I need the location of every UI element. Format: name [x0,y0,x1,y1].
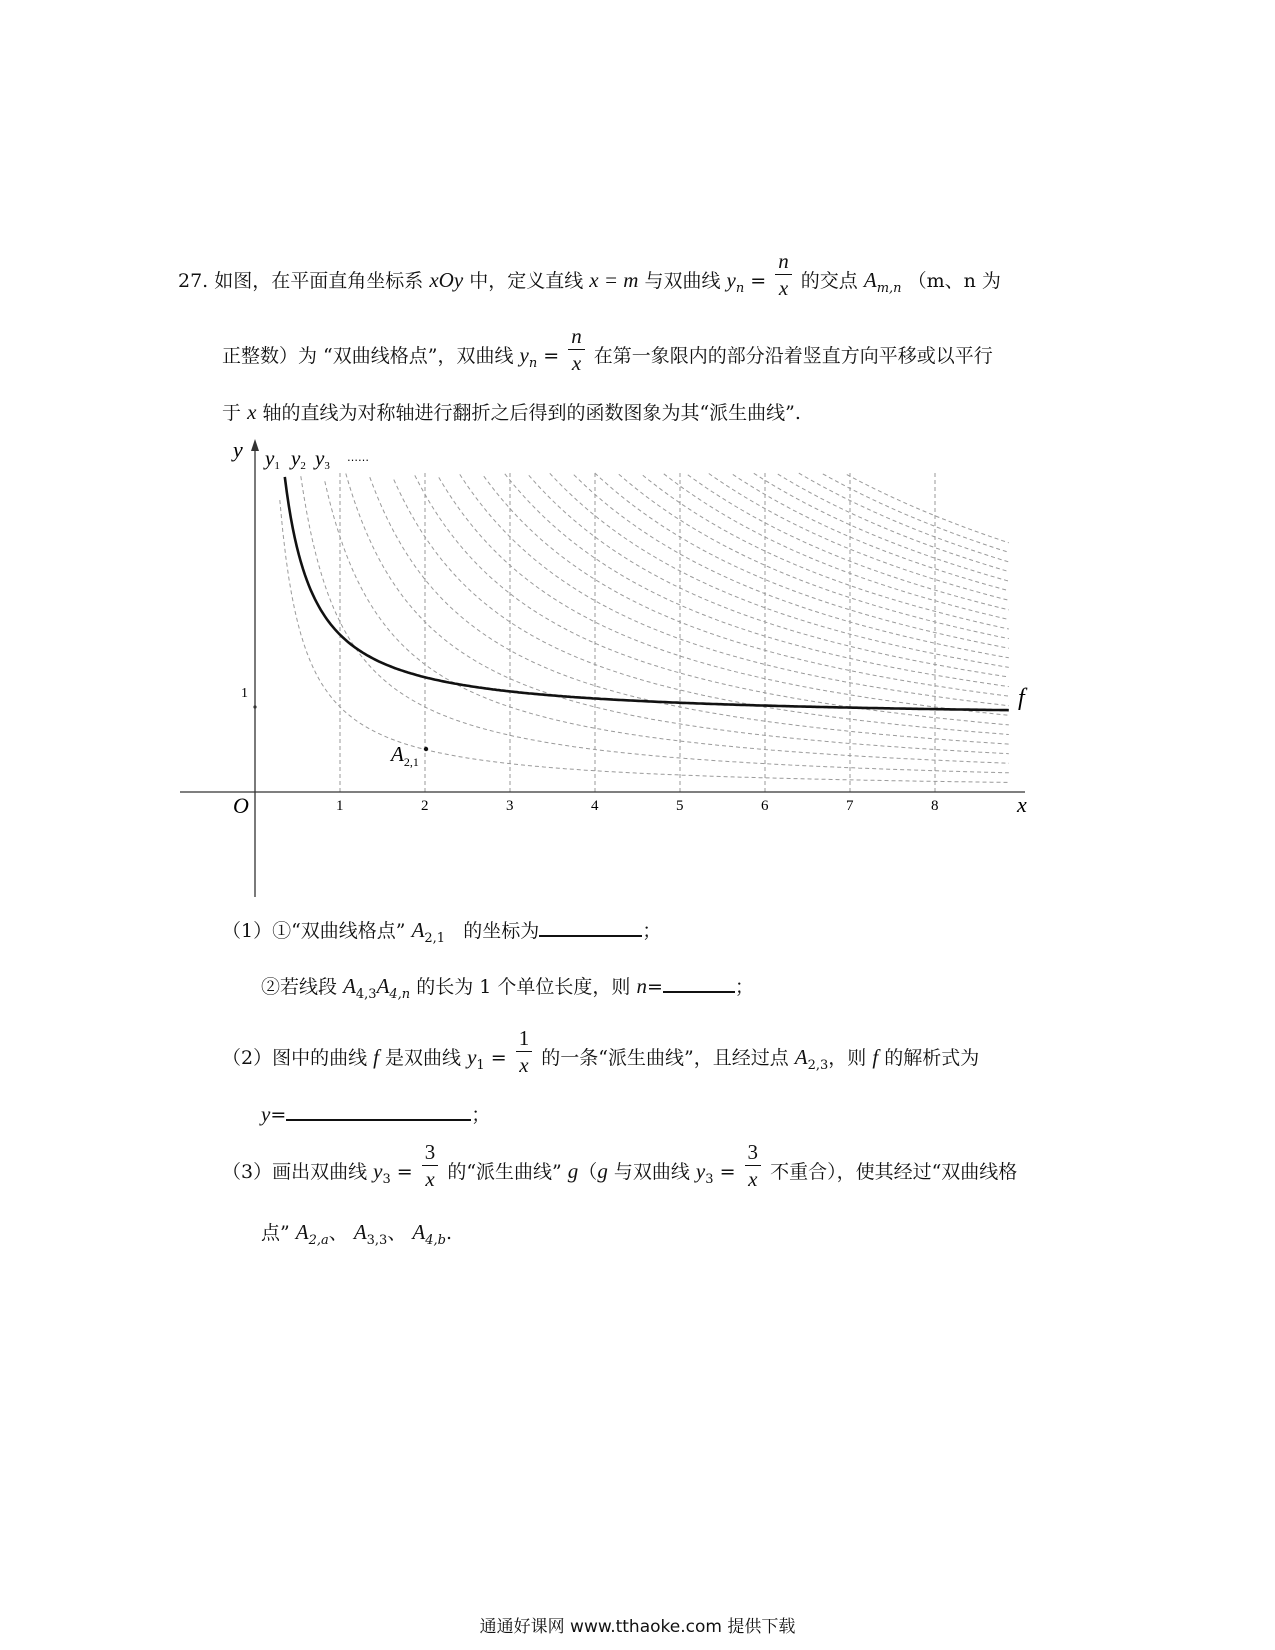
point-A21-label: $A_{2,1}$ [391,742,419,769]
hyperbola-y16 [619,474,1009,638]
hyperbola-y11 [505,474,1009,687]
hyperbola-y26 [847,475,1009,543]
x-tick-6: 6 [761,798,769,814]
fraction-n-over-x-2: $\frac{n}{x}$ [568,326,585,374]
answer-blank-1a[interactable] [539,917,642,937]
curve-f-label: f [1018,685,1025,711]
curve-label-y1: y1 [265,446,280,472]
hyperbola-y7 [415,475,1009,725]
x-tick-8: 8 [931,798,939,814]
answer-blank-2[interactable] [286,1101,471,1121]
fraction-n-over-x: $\frac{n}{x}$ [775,251,792,299]
hyperbola-y4 [346,474,1009,754]
problem-number: 27. [178,270,209,292]
x-tick-4: 4 [591,798,599,814]
hyperbola-y12 [529,475,1009,677]
problem-line-1: 27. 如图，在平面直角坐标系 xOy 中，定义直线 x = m 与双曲线 $y_n$ = $\frac{n}{x}$ 的交点 $A_{m,n}$ （m、n 为 [178,249,1001,300]
hyperbola-y3 [325,481,1009,763]
question-3-line-2: 点” $A_{2,a}$、 $A_{3,3}$、 $A_{4,b}$. [261,1220,452,1248]
origin-label: O [233,793,249,818]
question-1-part-2: ②若线段 $A_{4,3}A_{4,n}$ 的长为 1 个单位长度，则 n= ； [261,974,754,1002]
fraction-1-over-x: $\frac{1}{x}$ [516,1028,533,1076]
footer-credit: 通通好课网 www.tthaoke.com 提供下载 [479,1617,796,1637]
hyperbola-y13 [550,473,1009,667]
x-tick-1: 1 [336,798,344,814]
hyperbola-y18 [664,474,1009,620]
hyperbola-y6 [394,480,1009,735]
hyperbola-y24 [799,473,1009,562]
hyperbola-y17 [643,475,1009,629]
problem-line-3: 于 x 轴的直线为对称轴进行翻折之后得到的函数图象为其“派生曲线”. [222,400,801,424]
hyperbola-y25 [823,474,1009,553]
hyperbola-y22 [754,473,1009,581]
y-tick-1-dot [253,705,256,708]
question-1-part-1: （1）①“双曲线格点” $A_{2,1}$ 的坐标为 ； [222,918,662,946]
question-2-line-2: y= ； [261,1102,491,1126]
x-tick-7: 7 [846,798,854,814]
x-tick-3: 3 [506,798,514,814]
hyperbola-y23 [778,474,1009,571]
hyperbola-y8 [439,477,1009,715]
hyperbola-y19 [688,475,1009,610]
x-tick-labels [336,798,939,814]
question-2-line-1: （2）图中的曲线 f 是双曲线 $y_1$ = $\frac{1}{x}$ 的一条“派生曲线”，且经过点 $A_{2,3}$，则 f 的解析式为 [222,1026,980,1077]
curve-label-ellipsis: …… [347,451,369,464]
fraction-3-over-x: $\frac{3}{x}$ [422,1142,439,1190]
y-axis-label: y [233,437,243,462]
hyperbola-family-curves [280,473,1009,782]
x-tick-2: 2 [421,798,429,814]
point-A21 [424,747,428,751]
problem-line-2: 正整数）为 “双曲线格点”，双曲线 $y_n$ = $\frac{n}{x}$ 在第一象限内的部分沿着竖直方向平移或以平行 [222,324,993,375]
x-tick-5: 5 [676,798,684,814]
y-axis-arrow [251,439,259,451]
dashed-vertical-lines [340,473,935,792]
y-tick-1: 1 [241,686,248,701]
hyperbola-figure [175,435,1045,905]
hyperbola-y1 [280,500,1009,782]
answer-blank-1b[interactable] [663,973,735,993]
hyperbola-y15 [595,473,1009,648]
curve-label-y2: y2 [291,446,306,472]
hyperbola-y21 [733,474,1009,590]
fraction-3-over-x-2: $\frac{3}{x}$ [745,1142,762,1190]
curve-label-y3: y3 [315,446,330,472]
x-axis-label: x [1017,792,1027,817]
question-3-line-1: （3）画出双曲线 $y_3$ = $\frac{3}{x}$ 的“派生曲线” g（g 与双曲线 $y_3$ = $\frac{3}{x}$ 不重合），使其经过“双曲线格 [222,1140,1018,1191]
